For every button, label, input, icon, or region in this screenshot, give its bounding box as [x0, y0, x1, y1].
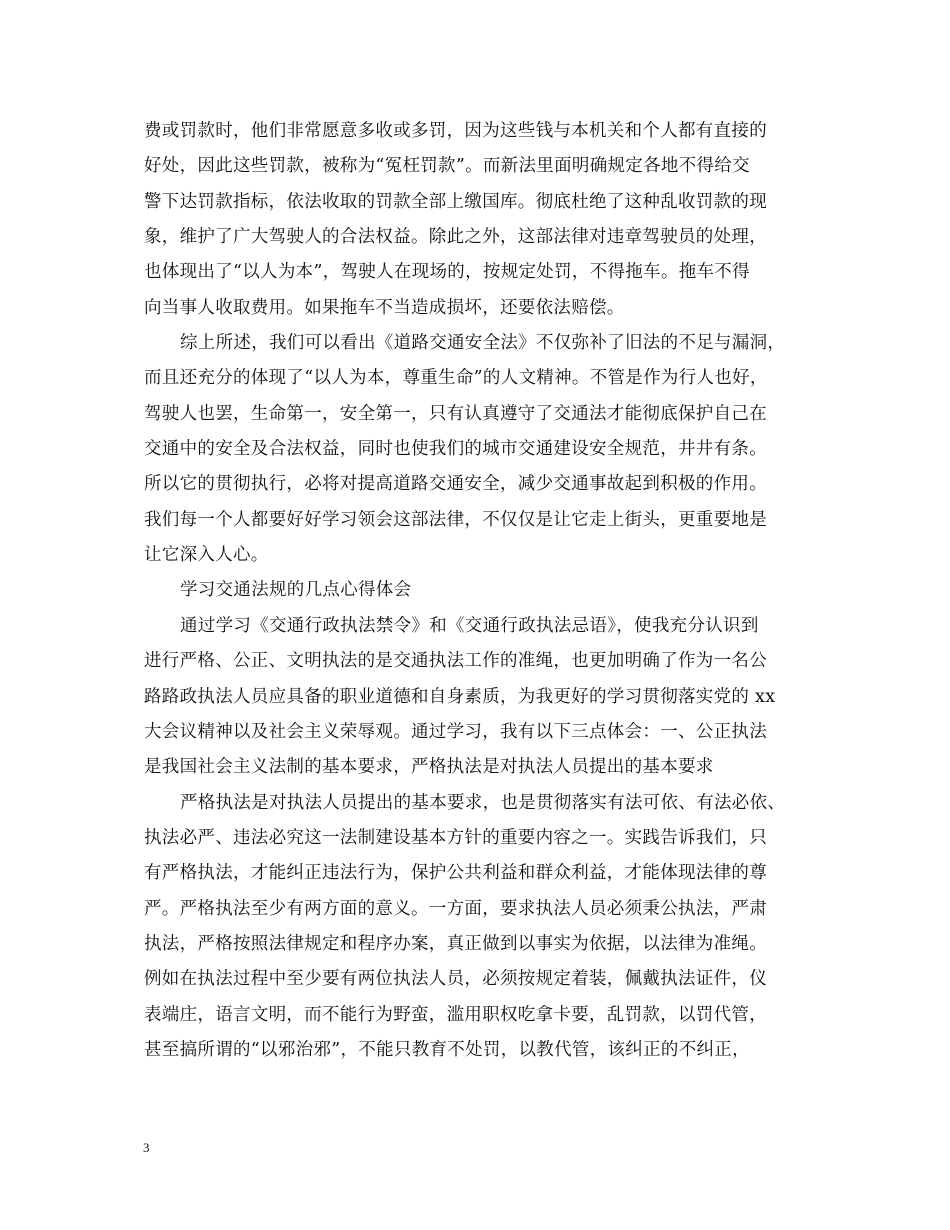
text-line: 执法，严格按照法律规定和程序办案，真正做到以事实为依据，以法律为准绳。	[144, 933, 767, 954]
document-body	[144, 114, 824, 1068]
text-line: 甚至搞所谓的“以邪治邪”，不能只教育不处罚，以教代管，该纠正的不纠正，	[144, 1039, 750, 1060]
text-line: 大会议精神以及社会主义荣辱观。通过学习，我有以下三点体会：一、公正执法	[144, 721, 767, 742]
text-line: 严。严格执法至少有两方面的意义。一方面，要求执法人员必须秉公执法，严肃	[144, 898, 767, 919]
text-line: 象，维护了广大驾驶人的合法权益。除此之外，这部法律对违章驾驶员的处理，	[144, 227, 767, 248]
text-line: 进行严格、公正、文明执法的是交通执法工作的准绳，也更加明确了作为一名公	[144, 651, 767, 672]
text-line: 例如在执法过程中至少要有两位执法人员，必须按规定着装，佩戴执法证件，仪	[144, 969, 767, 990]
text-line: 路路政执法人员应具备的职业道德和自身素质，为我更好的学习贯彻落实党的 xx	[144, 686, 776, 707]
page-number: 3	[143, 1140, 150, 1155]
text-line: 严格执法是对执法人员提出的基本要求，也是贯彻落实有法可依、有法必依、	[180, 792, 786, 813]
text-line: 执法必严、违法必究这一法制建设基本方针的重要内容之一。实践告诉我们，只	[144, 827, 767, 848]
text-line: 综上所述，我们可以看出《道路交通安全法》不仅弥补了旧法的不足与漏洞，	[180, 333, 786, 354]
text-line: 通过学习《交通行政执法禁令》和《交通行政执法忌语》，使我充分认识到	[180, 615, 759, 636]
text-line: 费或罚款时，他们非常愿意多收或多罚，因为这些钱与本机关和个人都有直接的	[144, 121, 767, 141]
text-line: 我们每一个人都要好好学习领会这部法律，不仅仅是让它走上街头，更重要地是	[144, 509, 767, 530]
text-line: 也体现出了“以人为本”，驾驶人在现场的，按规定处罚，不得拖车。拖车不得	[144, 262, 750, 283]
text-line: 向当事人收取费用。如果拖车不当造成损坏，还要依法赔偿。	[144, 297, 625, 318]
text-line: 交通中的安全及合法权益，同时也使我们的城市交通建设安全规范，井井有条。	[144, 439, 767, 460]
text-line: 而且还充分的体现了“以人为本，尊重生命”的人文精神。不管是作为行人也好，	[144, 368, 768, 389]
text-line: 是我国社会主义法制的基本要求，严格执法是对执法人员提出的基本要求	[144, 757, 714, 778]
text-line: 警下达罚款指标，依法收取的罚款全部上缴国库。彻底杜绝了这种乱收罚款的现	[144, 191, 767, 212]
section-heading: 学习交通法规的几点心得体会	[180, 580, 412, 601]
text-line: 驾驶人也罢，生命第一，安全第一，只有认真遵守了交通法才能彻底保护自己在	[144, 403, 767, 424]
text-line: 让它深入人心。	[144, 545, 269, 566]
text-line: 有严格执法，才能纠正违法行为，保护公共利益和群众利益，才能体现法律的尊	[144, 863, 767, 884]
text-line: 所以它的贯彻执行，必将对提高道路交通安全，减少交通事故起到积极的作用。	[144, 474, 767, 495]
text-line: 好处，因此这些罚款，被称为“冤枉罚款”。而新法里面明确规定各地不得给交	[144, 156, 750, 177]
text-line: 表端庄，语言文明，而不能行为野蛮，滥用职权吃拿卡要，乱罚款，以罚代管，	[144, 1004, 767, 1025]
